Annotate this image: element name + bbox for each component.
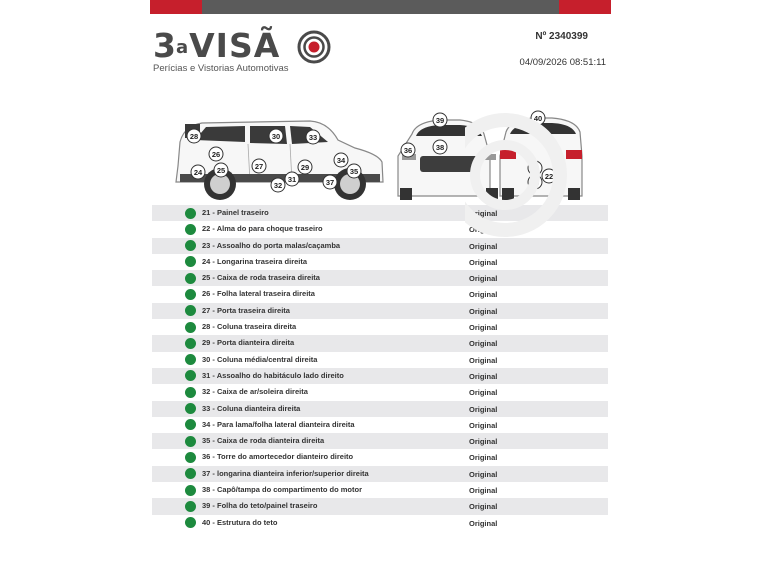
- table-row: [152, 352, 608, 368]
- table-row: [152, 270, 608, 286]
- report-page: [150, 0, 611, 570]
- marker-28: [187, 129, 201, 143]
- marker-35: [347, 164, 361, 178]
- svg-text:24: 24: [193, 167, 203, 177]
- item-status: Original: [469, 453, 498, 463]
- svg-text:37: 37: [325, 177, 335, 187]
- item-status: Original: [469, 241, 498, 251]
- status-dot-icon: [185, 256, 196, 267]
- svg-text:35: 35: [349, 166, 359, 176]
- marker-32: [271, 178, 285, 192]
- item-label: 22 - Alma do para choque traseiro: [202, 224, 323, 234]
- top-bar-right-accent: [559, 0, 611, 14]
- item-label: 28 - Coluna traseira direita: [202, 322, 297, 332]
- table-row: [152, 433, 608, 449]
- marker-24: [191, 165, 205, 179]
- item-status: Original: [469, 323, 498, 333]
- item-label: 32 - Caixa de ar/soleira direita: [202, 387, 308, 397]
- table-row: [152, 238, 608, 254]
- item-label: 39 - Folha do teto/painel traseiro: [202, 501, 318, 511]
- logo-text: 3$^a$VISÃ: [153, 26, 281, 65]
- svg-text:30: 30: [271, 131, 281, 141]
- item-status: Original: [469, 469, 498, 479]
- status-dot-icon: [185, 354, 196, 365]
- marker-33: [306, 130, 320, 144]
- marker-34: [334, 153, 348, 167]
- marker-30: [269, 129, 283, 143]
- status-dot-icon: [185, 289, 196, 300]
- top-bar: [150, 0, 611, 14]
- status-dot-icon: [185, 403, 196, 414]
- item-status: Original: [469, 274, 498, 284]
- item-label: 40 - Estrutura do teto: [202, 517, 278, 527]
- item-label: 23 - Assoalho do porta malas/caçamba: [202, 240, 341, 250]
- item-status: Original: [469, 486, 498, 496]
- item-status: Original: [469, 404, 498, 414]
- table-row: [152, 417, 608, 433]
- status-dot-icon: [185, 370, 196, 381]
- table-row: [152, 466, 608, 482]
- table-row: [152, 254, 608, 270]
- status-dot-icon: [185, 322, 196, 333]
- marker-38: [433, 140, 447, 154]
- status-dot-icon: [185, 419, 196, 430]
- marker-27: [252, 159, 266, 173]
- item-label: 26 - Folha lateral traseira direita: [202, 289, 315, 299]
- svg-text:29: 29: [300, 162, 310, 172]
- item-label: 24 - Longarina traseira direita: [202, 256, 308, 266]
- svg-text:22: 22: [544, 171, 554, 181]
- item-label: 30 - Coluna média/central direita: [202, 354, 318, 364]
- svg-text:39: 39: [435, 115, 445, 125]
- logo-tagline: Perícias e Vistorias Automotivas: [153, 63, 289, 74]
- svg-text:31: 31: [287, 174, 297, 184]
- document-number: Nº 2340399: [535, 31, 588, 42]
- status-dot-icon: [185, 485, 196, 496]
- item-status: Original: [469, 257, 498, 267]
- svg-text:32: 32: [273, 180, 283, 190]
- item-status: Original: [469, 209, 498, 218]
- item-status: Original: [469, 518, 498, 528]
- top-bar-left-accent: [150, 0, 202, 14]
- inspection-list: [152, 205, 608, 531]
- item-label: 33 - Coluna dianteira direita: [202, 403, 301, 413]
- marker-29: [298, 160, 312, 174]
- brand-logo: [153, 27, 343, 77]
- watermark-target: [465, 110, 615, 240]
- marker-36: [401, 143, 415, 157]
- status-dot-icon: [185, 338, 196, 349]
- status-dot-icon: [185, 224, 196, 235]
- table-row: [152, 515, 608, 531]
- status-dot-icon: [185, 305, 196, 316]
- table-row: [152, 482, 608, 498]
- item-status: Original: [469, 371, 498, 381]
- marker-37: [323, 175, 337, 189]
- svg-text:25: 25: [216, 165, 226, 175]
- status-dot-icon: [185, 273, 196, 284]
- item-status: Original: [469, 502, 498, 512]
- table-row: [152, 303, 608, 319]
- svg-text:34: 34: [336, 155, 346, 165]
- table-row: [152, 368, 608, 384]
- marker-31: [285, 172, 299, 186]
- table-row: [152, 319, 608, 335]
- svg-text:40: 40: [533, 113, 543, 123]
- item-label: 34 - Para lama/folha lateral dianteira direita: [202, 419, 355, 429]
- item-label: 38 - Capô/tampa do compartimento do motor: [202, 485, 363, 495]
- status-dot-icon: [185, 240, 196, 251]
- svg-text:38: 38: [435, 142, 445, 152]
- table-row: [152, 335, 608, 351]
- item-label: 37 - longarina dianteira inferior/superior direita: [202, 468, 369, 478]
- svg-text:27: 27: [254, 161, 264, 171]
- item-label: 29 - Porta dianteira direita: [202, 338, 295, 348]
- item-label: 36 - Torre do amortecedor dianteiro direito: [202, 452, 354, 462]
- item-label: 27 - Porta traseira direita: [202, 305, 290, 315]
- table-row: [152, 286, 608, 302]
- table-row: [152, 401, 608, 417]
- item-status: Original: [469, 306, 498, 316]
- svg-text:28: 28: [189, 131, 199, 141]
- status-dot-icon: [185, 452, 196, 463]
- item-status: Original: [469, 388, 498, 398]
- status-dot-icon: [185, 208, 196, 219]
- item-status: Original: [469, 339, 498, 349]
- item-status: Original: [469, 290, 498, 300]
- marker-25: [214, 163, 228, 177]
- marker-39: [433, 113, 447, 127]
- target-icon: [297, 30, 331, 64]
- marker-26: [209, 147, 223, 161]
- top-bar-center: [202, 0, 559, 14]
- table-row: [152, 449, 608, 465]
- table-row: [152, 498, 608, 514]
- status-dot-icon: [185, 387, 196, 398]
- document-datetime: 04/09/2026 08:51:11: [519, 57, 606, 68]
- item-status: Original: [469, 420, 498, 430]
- svg-text:23: 23: [530, 177, 540, 187]
- item-status: Original: [469, 437, 498, 447]
- svg-text:26: 26: [211, 149, 221, 159]
- svg-text:21: 21: [530, 163, 540, 173]
- item-label: 35 - Caixa de roda dianteira direita: [202, 436, 325, 446]
- item-label: 31 - Assoalho do habitáculo lado direito: [202, 370, 344, 380]
- status-dot-icon: [185, 501, 196, 512]
- svg-text:36: 36: [403, 145, 413, 155]
- table-row: [152, 384, 608, 400]
- item-label: 25 - Caixa de roda traseira direita: [202, 273, 320, 283]
- svg-text:33: 33: [308, 132, 318, 142]
- item-label: 21 - Painel traseiro: [202, 208, 269, 217]
- status-dot-icon: [185, 468, 196, 479]
- item-status: Original: [469, 355, 498, 365]
- status-dot-icon: [185, 436, 196, 447]
- item-status: Original: [469, 225, 498, 235]
- status-dot-icon: [185, 517, 196, 528]
